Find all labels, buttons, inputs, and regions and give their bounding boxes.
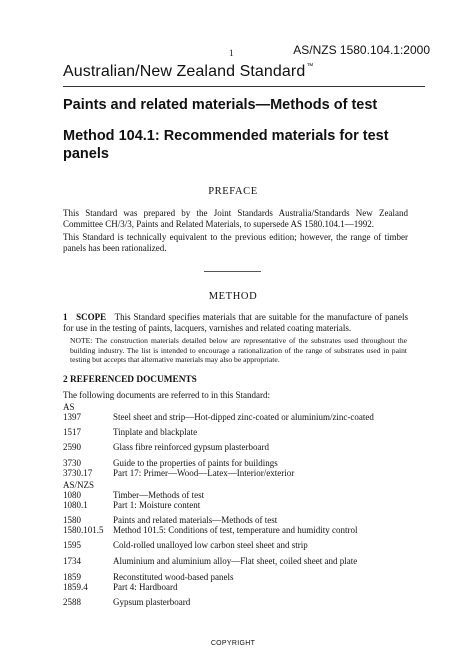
scope-note: NOTE: The construction materials detailed below are representative of the substrates used throughout the building industry. The list is intended to encourage a rationalization of the range of substrates used in paint testing but accepts that alternative materials may also be appropriate. <box>70 336 407 364</box>
reference-row <box>63 525 423 536</box>
scope-paragraph <box>63 312 408 334</box>
reference-title: Reconstituted wood-based panels <box>113 572 234 582</box>
preface-paragraph-1: This Standard was prepared by the Joint Standards Australia/Standards New Zealand Committee CH/3/3, Paints and Related Materials, to supersede AS 1580.104.1—1992. <box>63 208 408 229</box>
reference-title: Part 4: Hardboard <box>113 582 178 592</box>
reference-title: Steel sheet and strip—Hot-dipped zinc-coated or aluminium/zinc-coated <box>113 412 374 422</box>
title-rule <box>63 86 425 87</box>
reference-code: 2590 <box>63 442 81 452</box>
reference-code: 1517 <box>63 427 81 437</box>
reference-row <box>63 412 423 423</box>
reference-row <box>63 500 423 511</box>
section-separator <box>204 271 261 272</box>
reference-code: 1080.1 <box>63 500 88 510</box>
reference-row <box>63 442 423 453</box>
reference-title: Method 101.5: Conditions of test, temperature and humidity control <box>113 525 358 535</box>
reference-code: 1580 <box>63 515 81 525</box>
reference-code: AS/NZS <box>63 480 95 490</box>
standard-code: AS/NZS 1580.104.1:2000 <box>293 43 430 57</box>
reference-code: 1859 <box>63 572 81 582</box>
reference-row <box>63 468 423 479</box>
reference-code: 1595 <box>63 540 81 550</box>
page-number: 1 <box>229 48 234 58</box>
scope-text: This Standard specifies materials that are suitable for the manufacture of panels for use in the testing of paints, lacquers, varnishes and related coating materials. <box>63 312 408 333</box>
reference-code: 1080 <box>63 490 81 500</box>
reference-title: Gypsum plasterboard <box>113 597 191 607</box>
reference-row <box>63 597 423 608</box>
reference-title: Aluminium and aluminium alloy—Flat sheet, coiled sheet and plate <box>113 556 358 566</box>
preface-heading: PREFACE <box>208 186 258 197</box>
reference-row <box>63 540 423 551</box>
reference-row <box>63 427 423 438</box>
standard-title <box>63 63 313 81</box>
reference-title: Tinplate and blackplate <box>113 427 198 437</box>
reference-code: 1859.4 <box>63 582 88 592</box>
method-heading: METHOD <box>208 291 258 302</box>
reference-code: 3730.17 <box>63 468 93 478</box>
reference-title: Glass fibre reinforced gypsum plasterboard <box>113 442 269 452</box>
reference-title: Guide to the properties of paints for buildings <box>113 458 278 468</box>
reference-row <box>63 556 423 567</box>
scope-number: 1 <box>63 312 68 322</box>
main-title: Paints and related materials—Methods of test <box>63 97 378 113</box>
preface-paragraph-2: This Standard is technically equivalent to the previous edition; however, the range of timber panels has been rationalized. <box>63 232 408 253</box>
reference-title: Part 1: Moisture content <box>113 500 201 510</box>
referenced-documents-heading: 2 REFERENCED DOCUMENTS <box>63 375 197 385</box>
referenced-documents-intro: The following documents are referred to in this Standard: <box>63 390 270 400</box>
copyright-footer: COPYRIGHT <box>210 640 256 647</box>
reference-code: 1580.101.5 <box>63 525 104 535</box>
scope-label: SCOPE <box>76 312 107 322</box>
reference-row <box>63 582 423 593</box>
standard-title-text: Australian/New Zealand Standard <box>63 63 306 80</box>
reference-code: 1734 <box>63 556 81 566</box>
reference-title: Cold-rolled unalloyed low carbon steel sheet and strip <box>113 540 308 550</box>
reference-code: 1397 <box>63 412 81 422</box>
trademark-symbol: ™ <box>306 63 314 70</box>
reference-title: Part 17: Primer—Wood—Latex—Interior/exterior <box>113 468 295 478</box>
reference-title: Timber—Methods of test <box>113 490 205 500</box>
method-title: Method 104.1: Recommended materials for test panels <box>63 128 389 162</box>
reference-code: 2588 <box>63 597 81 607</box>
reference-code: AS <box>63 402 75 412</box>
reference-title: Paints and related materials—Methods of test <box>113 515 278 525</box>
reference-code: 3730 <box>63 458 81 468</box>
